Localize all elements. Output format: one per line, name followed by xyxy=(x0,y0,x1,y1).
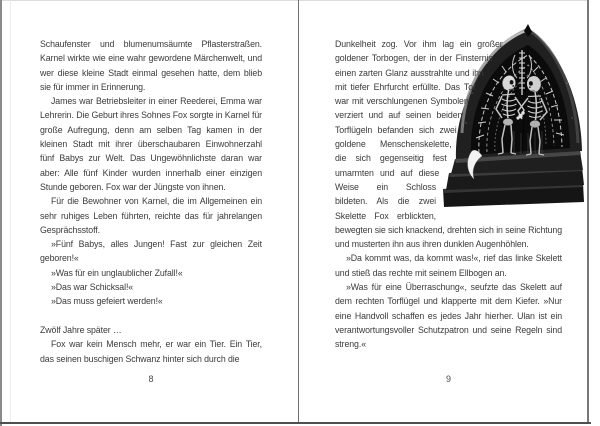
dialogue-line: »Das muss gefeiert werden!« xyxy=(51,296,163,307)
dialogue-line: »Was für ein unglaublicher Zufall!« xyxy=(51,267,183,278)
page-number-right: 9 xyxy=(445,374,451,384)
right-page xyxy=(299,0,587,423)
page-edge-right xyxy=(587,0,589,423)
left-text-column xyxy=(40,37,262,366)
paragraph: Dunkelheit zog. Vor ihm lag ein großer goldener Torbogen, der in der Finsternis einen zarten Glanz ausstrahlte und ihn mit tiefer Ehrfurcht erfüllte. Das Tor war mit verschlungenen Symbolen verziert und auf seinen beiden Torflügeln befanden sich zwei goldene Menschenskelette, die sich gegenseitig fest umarmten und auf diese Weise ein Schloss bildeten. Als die zwei Skelette Fox erblickten, bewegten sie sich knackend, drehten sich in seine Richtung und musterten ihn aus ihren dunklen Augenhöhlen. xyxy=(335,39,562,250)
left-page xyxy=(2,0,298,423)
dialogue-line: »Da kommt was, da kommt was!«, rief das linke Skelett und stieß das rechte mit seinem Ellbogen an. xyxy=(335,253,562,278)
right-text-column xyxy=(335,37,562,352)
paragraph: Fox war kein Mensch mehr, er war ein Tier. Ein Tier, das seinen buschigen Schwanz hinter sich durch die xyxy=(40,339,262,364)
paragraph: Schaufenster und blumenumsäumte Pflasterstraßen. Karnel wirkte wie eine wahr gewordene Märchenwelt, und wer diese kleine Stadt einmal gesehen hatte, dem blieb sie für immer in Erinnerung. xyxy=(40,39,262,92)
paragraph: Für die Bewohner von Karnel, die im Allgemeinen ein sehr ruhiges Leben führten, reichte das für jahrelangen Gesprächsstoff. xyxy=(40,196,262,235)
scene-break-line: Zwölf Jahre später … xyxy=(40,324,122,335)
dialogue-line: »Das war Schicksal!« xyxy=(51,282,134,293)
dialogue-line: »Fünf Babys, alles Jungen! Fast zur gleichen Zeit geboren!« xyxy=(40,239,262,264)
page-number-left: 8 xyxy=(148,374,154,384)
pedestal-steps xyxy=(443,151,584,207)
paragraph: James war Betriebsleiter in einer Reederei, Emma war Lehrerin. Die Geburt ihres Sohnes Fox sorgte in Karnel für große Aufregung, denn am selben Tag kamen in der kleinen Stadt mit ihrer überschaubaren Einwohnerzahl fünf Babys zur Welt. Das Ungewöhnlichste daran war aber: Alle fünf Kinder wurden innerhalb einer einzigen Stunde geboren. Fox war der Jüngste von ihnen. xyxy=(40,96,262,192)
dialogue-line: »Was für eine Überraschung«, seufzte das Skelett auf dem rechten Torflügel und klapperte mit dem Kiefer. »Nur eine Handvoll schaffen es jedes Jahr hierher. Ulan ist ein verantwortungsvoller Schutzpatron und seine Regeln sind streng.« xyxy=(335,282,562,350)
